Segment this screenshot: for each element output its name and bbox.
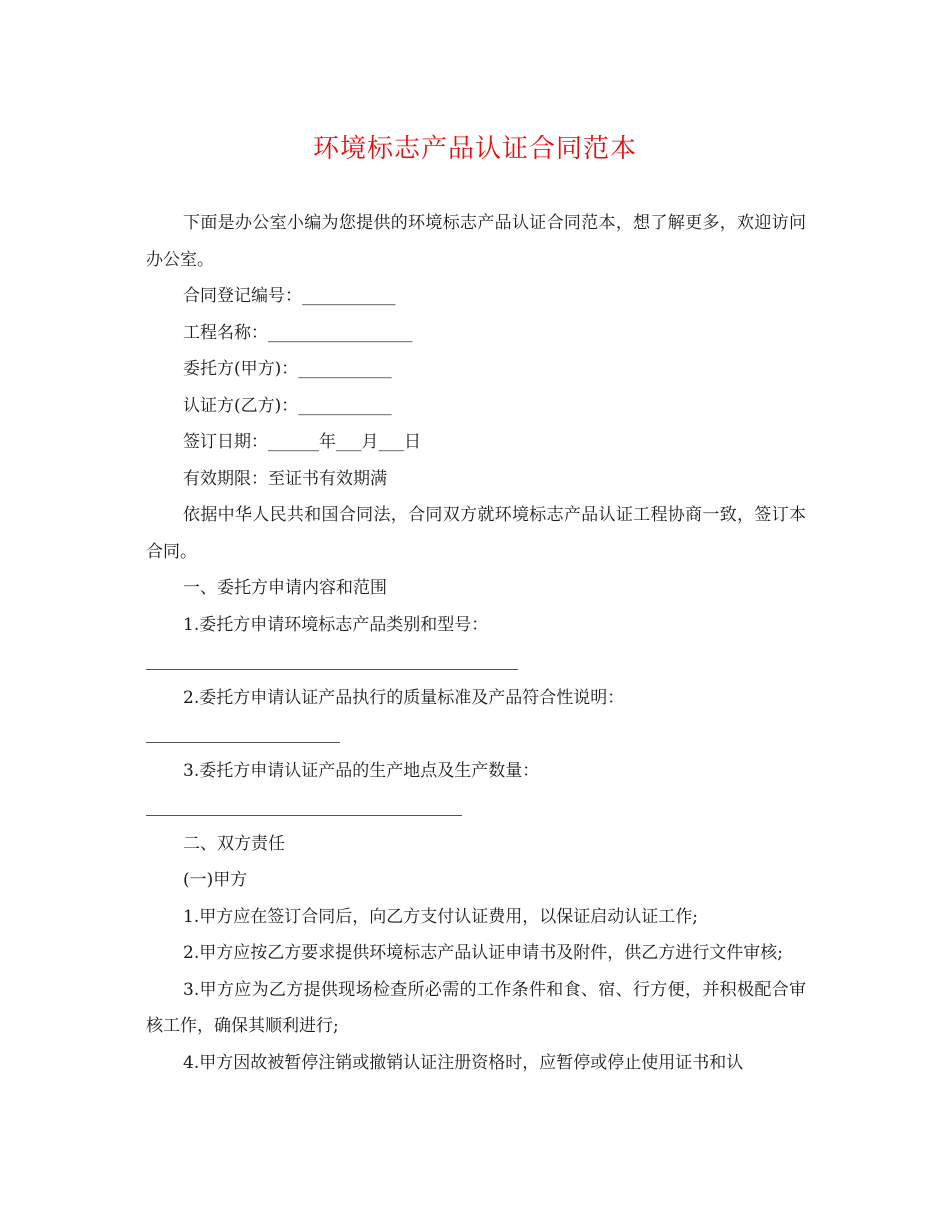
section1-item2: 2.委托方申请认证产品执行的质量标准及产品符合性说明： bbox=[183, 687, 625, 708]
field-certifier: 认证方(乙方)：___________ bbox=[183, 395, 392, 416]
section1-item1: 1.委托方申请环境标志产品类别和型号： bbox=[183, 614, 489, 635]
blank-line-item1 bbox=[146, 643, 806, 680]
blank-line-item2 bbox=[146, 716, 806, 753]
field-validity: 有效期限：至证书有效期满 bbox=[183, 468, 387, 489]
section2-a3: 3.甲方应为乙方提供现场检查所必需的工作条件和食、宿、行方便，并积极配合审核工作，确保其顺利进行; bbox=[146, 979, 806, 1036]
document-title: 环境标志产品认证合同范本 bbox=[312, 134, 637, 164]
section2-a1: 1.甲方应在签订合同后，向乙方支付认证费用，以保证启动认证工作; bbox=[183, 906, 698, 927]
blank-line-item3 bbox=[146, 789, 806, 826]
section1-heading: 一、委托方申请内容和范围 bbox=[183, 578, 387, 598]
section2-a2: 2.甲方应按乙方要求提供环境标志产品认证申请书及附件，供乙方进行文件审核; bbox=[183, 943, 783, 963]
intro-paragraph: 下面是办公室小编为您提供的环境标志产品认证合同范本，想了解更多，欢迎访问办公室。 bbox=[146, 213, 806, 270]
field-client: 委托方(甲方)：___________ bbox=[183, 359, 392, 379]
section2-a4: 4.甲方因故被暂停注销或撤销认证注册资格时，应暂停或停止使用证书和认 bbox=[183, 1052, 744, 1073]
field-project-name: 工程名称：_________________ bbox=[183, 322, 413, 343]
field-contract-no: 合同登记编号：___________ bbox=[183, 286, 396, 306]
section2-sub-a: (一)甲方 bbox=[183, 870, 248, 890]
basis-paragraph: 依据中华人民共和国合同法，合同双方就环境标志产品认证工程协商一致，签订本合同。 bbox=[146, 505, 806, 562]
section1-item3: 3.委托方申请认证产品的生产地点及生产数量： bbox=[183, 760, 540, 781]
field-sign-date: 签订日期：______年___月___日 bbox=[183, 432, 421, 452]
section2-heading: 二、双方责任 bbox=[183, 833, 285, 854]
document-body bbox=[146, 205, 806, 1081]
